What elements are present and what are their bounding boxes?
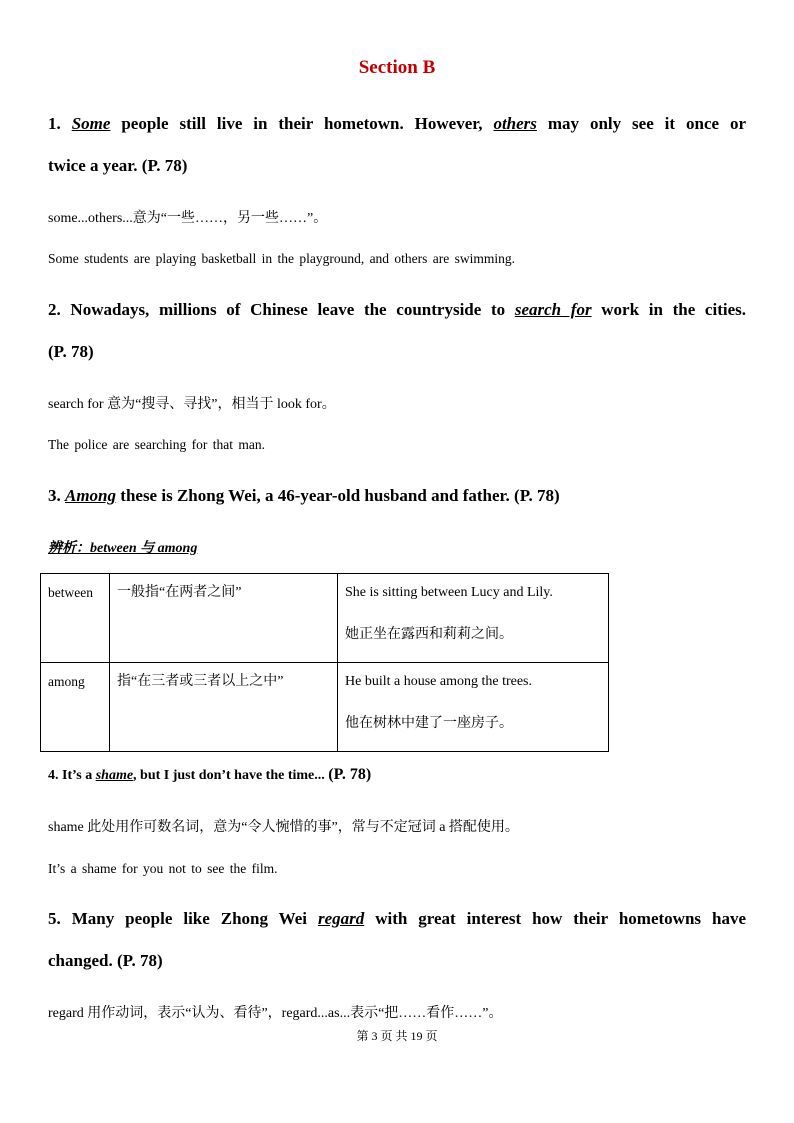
table-cell-example bbox=[338, 574, 609, 663]
item4-page-ref: (P. 78) bbox=[328, 766, 372, 783]
item1-number: 1. bbox=[48, 114, 61, 133]
table-example-en: She is sitting between Lucy and Lily. bbox=[345, 585, 553, 600]
table-cell-word: between bbox=[41, 574, 110, 663]
item1-keyword-some: Some bbox=[71, 114, 111, 133]
table-cell-word: among bbox=[41, 663, 110, 752]
item1-text-middle: people still live in their hometown. However, bbox=[110, 114, 494, 133]
item2-heading bbox=[48, 300, 746, 320]
item4-note: shame 此处用作可数名词，意为“令人惋惜的事”，常与不定冠词 a 搭配使用。 bbox=[48, 820, 519, 835]
item4-example: It’s a shame for you not to see the film. bbox=[48, 861, 278, 876]
item5-heading bbox=[48, 909, 746, 929]
item3-number: 3. bbox=[48, 486, 61, 505]
table-example-zh: 她正坐在露西和莉莉之间。 bbox=[345, 627, 513, 642]
item3-analysis-label: 辨析：between 与 among bbox=[48, 541, 198, 556]
table-example-en: He built a house among the trees. bbox=[345, 674, 533, 689]
item4-keyword: shame bbox=[95, 768, 134, 783]
page-footer: 第 3 页 共 19 页 bbox=[356, 1029, 438, 1043]
item3-text-rest: these is Zhong Wei, a 46-year-old husband and father. (P. 78) bbox=[116, 486, 560, 505]
item3-heading bbox=[48, 486, 560, 506]
item5-heading-line2: changed. (P. 78) bbox=[48, 951, 163, 970]
item5-text-pre: 5. Many people like Zhong Wei bbox=[48, 909, 318, 928]
item3-keyword: Among bbox=[65, 486, 117, 505]
item1-heading bbox=[48, 114, 746, 134]
section-title: Section B bbox=[358, 57, 436, 78]
item2-heading-line2: (P. 78) bbox=[48, 342, 94, 361]
item4-text-pre: 4. It’s a bbox=[48, 768, 96, 783]
comparison-table bbox=[40, 573, 609, 752]
item2-keyword: search for bbox=[514, 300, 592, 319]
item2-text-end: work in the cities. bbox=[591, 300, 746, 319]
item5-note: regard 用作动词，表示“认为、看待”，regard...as...表示“把……看作……”。 bbox=[48, 1006, 503, 1021]
item5-keyword: regard bbox=[317, 909, 365, 928]
table-cell-meaning: 指“在三者或三者以上之中” bbox=[110, 663, 338, 752]
item1-heading-line2: twice a year. (P. 78) bbox=[48, 156, 188, 175]
item4-text-rest: , but I just don’t have the time... bbox=[133, 768, 329, 783]
table-row bbox=[41, 663, 609, 752]
item1-example: Some students are playing basketball in the playground, and others are swimming. bbox=[48, 251, 516, 266]
item2-example: The police are searching for that man. bbox=[48, 437, 266, 452]
item4-heading bbox=[48, 766, 371, 784]
item2-note: search for 意为“搜寻、寻找”，相当于 look for。 bbox=[48, 397, 336, 412]
table-example-zh: 他在树林中建了一座房子。 bbox=[345, 716, 513, 731]
item1-note: some...others...意为“一些……，另一些……”。 bbox=[48, 211, 328, 226]
table-row bbox=[41, 574, 609, 663]
table-cell-meaning: 一般指“在两者之间” bbox=[110, 574, 338, 663]
item2-text-pre: 2. Nowadays, millions of Chinese leave the countryside to bbox=[48, 300, 515, 319]
table-cell-example bbox=[338, 663, 609, 752]
item1-keyword-others: others bbox=[493, 114, 537, 133]
item5-text-rest: with great interest how their hometowns have bbox=[364, 909, 746, 928]
item1-text-end: may only see it once or bbox=[536, 114, 747, 133]
